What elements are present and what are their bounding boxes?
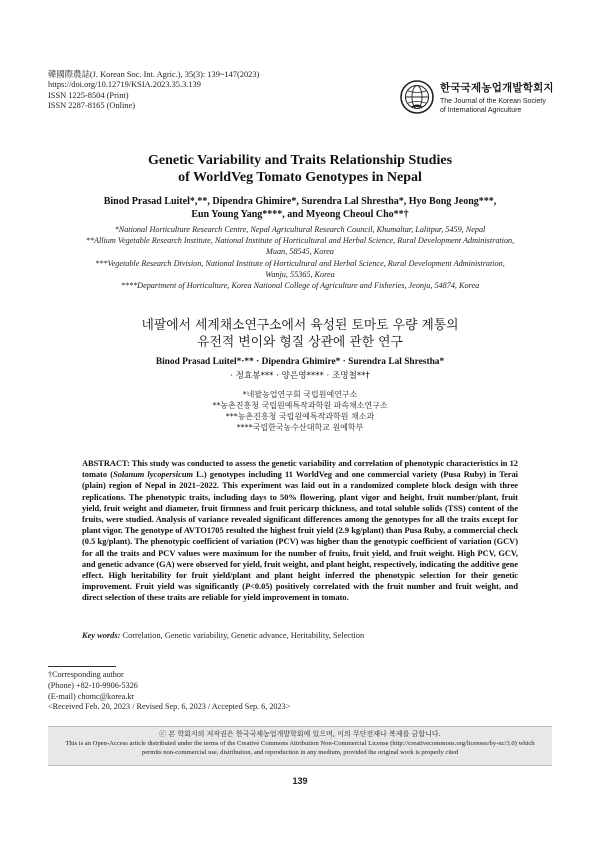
affiliation-list: *National Horticulture Research Centre, Nepal Agricultural Research Council, Khumaltar, Lalitpur, 5459, Nepal **Allium Vegetable Research Institute, National Institute of Horticultural and Herbal Science, Rural Development Administration, Muan, 58545, Korea ***Vegetable Research Division, National Institute of Horticultural and Herbal Science, Rural Development Administration, Wanju, 55365, Korea ****Department of Horticulture, Korea National College of Agriculture and Fisheries, Jeonju, 54874, Korea <box>85 225 515 291</box>
society-logo <box>400 80 434 114</box>
society-name-english: The Journal of the Korean Society of International Agriculture <box>440 98 546 114</box>
society-name <box>440 80 554 115</box>
license-text-1: This is an Open-Access article distributed under the terms of the Creative Commons Attribution Non-Commercial License (http://creativecommons.org/licenses/by-nc/3.0) which <box>65 740 535 747</box>
keywords-label: Key words: <box>82 631 121 640</box>
korean-author-list: Binod Prasad Luitel*·** · Dipendra Ghimire* · Surendra Lal Shrestha* · 정효봉*** · 양은영**** · 조명철**† <box>155 357 445 381</box>
korean-title: 네팔에서 세계채소연구소에서 육성된 토마토 우량 계통의 유전적 변이와 형질 상관에 관한 연구 <box>141 318 459 350</box>
journal-citation: 韓國際農誌(J. Korean Soc. Int. Agric.), 35(3): 139~147(2023) <box>48 70 260 79</box>
abstract: ABSTRACT: This study was conducted to assess the genetic variability and correlation of phenotypic characteristics in 12 tomato (Solanum lycopersicum L.) genotypes including 11 WorldVeg and one commercial variety (Pusa Ruby) in Terai (plain) region of Nepal in 2021–2022. This experiment was laid out in a randomized complete block design with three replications. The phenotypic traits, including days to 50% flowering, plant vigor and height, fruit number/plant, fruit yield, fruit weight and diameter, fruit firmness and fruit pericarp thickness, and total soluble solids (TSS) content of the fruits, were studied. Analysis of variance revealed significant differences among the genotypes for all the traits except for plant vigor. The genotype of AVTO1705 resulted the highest fruit yield (2.9 kg/plant) than Pusa Ruby, a commercial check (0.5 kg/plant). The phenotypic coefficient of variation (PCV) was higher than the genotypic coefficient of variation (GCV) for all the traits and PCV values were maximum for the number of fruits, fruit yield, and fruit weight. High PCV, GCV, and genetic advance (GA) were observed for yield, fruit weight, and plant height, respectively, indicating the additive gene effect. High heritability for fruit yield/plant and plant height inferred the phenotypic selection for their genetic improvement. Fruit yield was significantly (P<0.05) positively correlated with the fruit number and fruit weight, and direct selection of these traits are reliable for yield improvement in tomato. <box>82 459 519 603</box>
issn-online: ISSN 2287-8165 (Online) <box>48 100 136 110</box>
license-box <box>48 726 552 766</box>
doi-link[interactable]: https://doi.org/10.12719/KSIA.2023.35.3.139 <box>48 80 201 90</box>
page-number: 139 <box>292 776 308 786</box>
journal-header <box>48 70 259 111</box>
paper-title: Genetic Variability and Traits Relationship Studies of WorldVeg Tomato Genotypes in Nepal <box>147 153 453 185</box>
author-email[interactable]: (E-mail) chomc@korea.kr <box>48 691 135 701</box>
copyright-notice: ⓒ 본 학회지의 저작권은 한국국제농업개발학회에 있으며, 이의 무단전재나 복제를 금합니다. <box>159 730 441 738</box>
korean-affiliation-list: *네팔농업연구회 국립원예연구소 **농촌진흥청 국립원예특작과학원 파속채소연구소 ***농촌진흥청 국립원예특작과학원 채소과 ****국립한국농수산대학교 원예학부 <box>212 390 388 432</box>
society-name-korean: 한국국제농업개발학회지 <box>440 82 554 94</box>
corresponding-author-footnote: †Corresponding author (Phone) +82-10-9906-5326 (E-mail) chomc@korea.kr <Received Feb. 20, 2023 / Revised Sep. 6, 2023 / Accepted Sep. 6, 2023> <box>48 670 291 712</box>
keywords: Key words: Correlation, Genetic variability, Genetic advance, Heritability, Selection <box>82 631 365 640</box>
abstract-label: ABSTRACT: <box>82 459 130 468</box>
issn-print: ISSN 1225-8504 (Print) <box>48 90 129 100</box>
author-list: Binod Prasad Luitel*,**, Dipendra Ghimire*, Surendra Lal Shrestha*, Hyo Bong Jeong***, Eun Young Yang****, and Myeong Cheoul Cho**† <box>103 196 497 220</box>
species-name: Solanum lycopersicum <box>113 470 194 480</box>
footnote-divider <box>48 666 116 667</box>
license-text-2: permits non-commercial use, distribution, and reproduction in any medium, provided the original work is properly cited <box>141 749 459 756</box>
globe-emblem-icon <box>400 80 434 114</box>
